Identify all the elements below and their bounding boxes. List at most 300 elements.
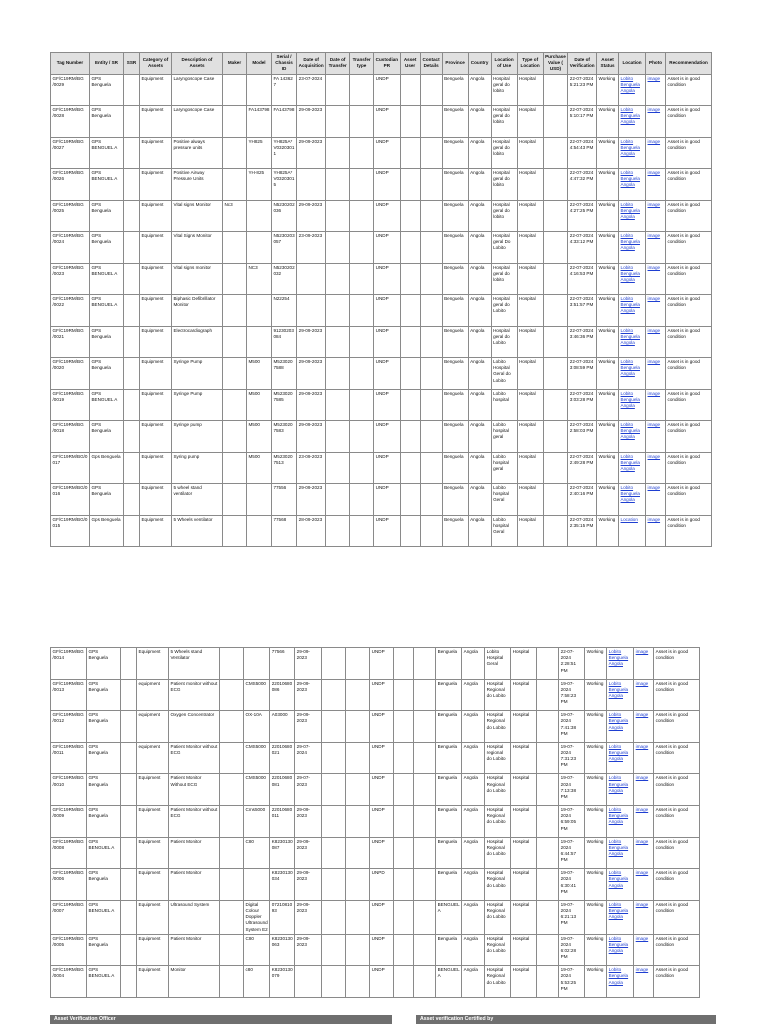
model-cell (246, 326, 271, 358)
entity-cell: GPS BENGUEL A (89, 137, 123, 169)
country-cell: Angola (462, 742, 485, 774)
location-type-cell: Hospital (517, 421, 543, 453)
tag-number-cell: GF/C19RM/BG /0014 (51, 648, 87, 680)
photo-link-cell (634, 900, 654, 934)
province-cell: Benguela (442, 452, 468, 484)
custodian-cell: UNDP (374, 358, 400, 390)
category-cell: Equipment (139, 295, 171, 327)
photo-image-link[interactable]: image (647, 233, 661, 239)
photo-image-link[interactable]: image (647, 138, 661, 144)
tag-number-cell: GF/C19RM/BG /0011 (51, 742, 87, 774)
photo-link-cell (646, 358, 666, 390)
ssr-cell (121, 774, 137, 806)
description-cell: Monitor (169, 966, 220, 998)
purchase-value-cell (543, 452, 568, 484)
custodian-cell: UNDP (370, 966, 394, 998)
asset-user-cell (394, 774, 414, 806)
location-type-cell: Hospital (511, 648, 537, 680)
photo-link-cell (634, 679, 654, 711)
transfer-date-cell (326, 106, 350, 138)
province-cell: Benguela (442, 169, 468, 201)
custodian-cell: UNDP (374, 137, 400, 169)
tag-number-cell: GF/C19RM/BG /0004 (51, 966, 87, 998)
custodian-cell: UNDP (374, 169, 400, 201)
asset-status-cell: Working (585, 934, 607, 966)
province-cell: Benguela (436, 869, 462, 901)
ssr-cell (121, 679, 137, 711)
contact-cell (414, 679, 436, 711)
serial-cell: M523020 7513 (271, 452, 296, 484)
transfer-date-cell (322, 711, 346, 743)
location-of-use-cell: Hospital Regional do Lobito (485, 679, 511, 711)
location-link[interactable]: Lobito Benguela Angola (608, 806, 629, 825)
acquisition-date-cell (297, 263, 326, 295)
location-link[interactable]: Lobito Benguela Angola (608, 680, 629, 698)
location-link-cell (607, 837, 634, 869)
tag-number-cell: GF/C19RM/BG /0012 (51, 711, 87, 743)
location-link[interactable]: Lobito Benguela Angola (608, 649, 629, 667)
transfer-date-cell (326, 421, 350, 453)
photo-link-cell (634, 711, 654, 743)
recommendation-cell: Asset is in good condition (666, 137, 712, 169)
purchase-value-cell (537, 742, 559, 774)
province-cell: Benguela (442, 515, 468, 547)
maker-cell (222, 106, 246, 138)
location-link-cell (619, 232, 646, 264)
photo-image-link[interactable]: image (635, 649, 649, 654)
photo-image-link[interactable]: image (635, 901, 649, 907)
ssr-cell (123, 358, 139, 390)
custodian-cell: UNDP (374, 200, 400, 232)
contact-cell (420, 421, 442, 453)
custodian-cell: UNDP (374, 232, 400, 264)
acquisition-date-cell: 29-09-2023 (295, 934, 322, 966)
recommendation-cell: Asset is in good condition (666, 452, 712, 484)
asset-status-cell: Working (585, 837, 607, 869)
serial-cell: M523020 7585 (271, 389, 296, 421)
asset-status-cell: Working (597, 515, 619, 547)
location-link[interactable]: Lobito Benguela Angola (608, 743, 629, 762)
entity-cell: GPS Benguela (87, 934, 121, 966)
table-row (51, 515, 712, 547)
category-cell: Equipment (139, 389, 171, 421)
location-link[interactable]: Lobito Benguela Angola (620, 327, 640, 345)
photo-link-cell (646, 295, 666, 327)
asset-user-cell (394, 742, 414, 774)
country-cell: Angola (468, 200, 491, 232)
verification-date-cell: 19-07-2024 7:58:23 PM (559, 679, 585, 711)
transfer-type-cell (350, 484, 374, 516)
transfer-date-cell (326, 484, 350, 516)
photo-image-link[interactable]: image (647, 107, 661, 113)
country-cell: Angola (462, 837, 485, 869)
contact-cell (420, 200, 442, 232)
transfer-type-cell (346, 966, 370, 998)
photo-image-link[interactable]: image (635, 775, 649, 781)
location-link[interactable]: Lobito Benguela Angola (620, 359, 640, 377)
transfer-date-cell (322, 934, 346, 966)
photo-image-link[interactable]: image (635, 838, 649, 844)
location-link-cell (619, 326, 646, 358)
serial-cell: FA143798 (271, 106, 296, 138)
photo-link-cell (646, 137, 666, 169)
purchase-value-cell (543, 263, 568, 295)
asset-table-page-1 (50, 52, 712, 547)
table-row (51, 679, 700, 711)
location-link-cell (619, 421, 646, 453)
location-link[interactable]: Lobito Benguela Angola (620, 233, 640, 251)
tag-number-cell: GF/C19RM/BG /0010 (51, 774, 87, 806)
transfer-type-cell (350, 515, 374, 547)
entity-cell: GPS BENGUEL A (87, 837, 121, 869)
location-link[interactable]: Lobito Benguela Angola (608, 712, 629, 730)
contact-cell (420, 484, 442, 516)
asset-status-cell: Working (597, 295, 619, 327)
table-row (51, 263, 712, 295)
purchase-value-cell (537, 966, 559, 998)
location-of-use-cell: Hospital regional do Lobito (485, 742, 511, 774)
location-link[interactable]: Lobito Benguela Angola (620, 453, 640, 471)
location-link-cell (619, 295, 646, 327)
maker-cell (222, 515, 246, 547)
column-header-loc-type: Type of Location (517, 53, 543, 75)
recommendation-cell: Asset is in good condition (666, 326, 712, 358)
column-header-verification: Date of Verification (568, 53, 597, 75)
location-of-use-cell: Hospital geral do lobito (491, 200, 517, 232)
country-cell: Angola (462, 966, 485, 998)
province-cell: BENGUEL A (436, 966, 462, 998)
location-link-cell (607, 966, 634, 998)
verification-date-cell: 22-07-2024 3:51:57 PM (568, 295, 597, 327)
photo-link-cell (646, 452, 666, 484)
custodian-cell: UNDP (374, 263, 400, 295)
location-link[interactable]: Lobito Benguela Angola (620, 422, 640, 440)
transfer-date-cell (322, 774, 346, 806)
location-link[interactable]: Lobito Benguela Angola (620, 107, 640, 125)
photo-link-cell (634, 837, 654, 869)
entity-cell: GPS Benguela (89, 106, 123, 138)
custodian-cell: UNDP (374, 421, 400, 453)
asset-user-cell (400, 232, 420, 264)
location-link[interactable]: Lobito Benguela Angola (608, 775, 629, 793)
ssr-cell (123, 263, 139, 295)
maker-cell (220, 900, 244, 934)
photo-image-link[interactable]: image (647, 296, 661, 302)
contact-cell (420, 452, 442, 484)
photo-image-link[interactable]: image (647, 201, 661, 207)
photo-link-cell (646, 515, 666, 547)
asset-user-cell (400, 452, 420, 484)
location-type-cell: Hospital (511, 742, 537, 774)
location-link[interactable]: Lobito Benguela Angola (620, 390, 640, 408)
photo-link-cell (634, 742, 654, 774)
photo-image-link[interactable]: image (647, 422, 661, 428)
photo-link-cell (646, 232, 666, 264)
asset-user-cell (400, 137, 420, 169)
province-cell: Benguela (442, 295, 468, 327)
location-link[interactable]: Lobito Benguela Angola (608, 967, 629, 985)
recommendation-cell: Asset is in good condition (654, 742, 700, 774)
description-cell: Laryngoscope Case (171, 74, 222, 106)
tag-number-cell: GF/C19RM/BG /0007 (51, 900, 87, 934)
location-link-cell (619, 484, 646, 516)
column-header-custodian: Custodian PR (374, 53, 400, 75)
photo-image-link[interactable]: image (647, 359, 661, 365)
recommendation-cell: Asset is in good condition (666, 295, 712, 327)
location-type-cell: Hospital (511, 679, 537, 711)
transfer-date-cell (322, 900, 346, 934)
location-of-use-cell: Hospital Regional do Lobito (485, 805, 511, 837)
serial-cell: YH825A* V0320301 5 (271, 169, 296, 201)
maker-cell (220, 742, 244, 774)
country-cell: Angola (462, 869, 485, 901)
location-of-use-cell: Hospital geral do lobito (491, 106, 517, 138)
photo-image-link[interactable]: image (635, 967, 649, 973)
ssr-cell (123, 232, 139, 264)
location-link[interactable]: Lobito Benguela Angola (608, 901, 629, 920)
table-row (51, 774, 700, 806)
column-header-purchase: Purchase Value ( USD) (543, 53, 568, 75)
entity-cell: GPS Benguela (87, 648, 121, 680)
photo-link-cell (646, 200, 666, 232)
location-link[interactable]: Lobito Benguela Angola (608, 838, 629, 856)
country-cell: Angola (468, 137, 491, 169)
contact-cell (414, 934, 436, 966)
model-cell: FA143798 (246, 106, 271, 138)
photo-link-cell (646, 106, 666, 138)
column-header-asset-user: Asset User (400, 53, 420, 75)
description-cell: Positive Airway Pressure Units (171, 169, 222, 201)
category-cell: equipment (137, 679, 169, 711)
photo-image-link[interactable]: image (647, 453, 661, 459)
country-cell: Angola (468, 295, 491, 327)
entity-cell: GPS Benguela (87, 774, 121, 806)
description-cell: Syringe pump (171, 421, 222, 453)
location-type-cell: Hospital (511, 805, 537, 837)
purchase-value-cell (537, 679, 559, 711)
photo-image-link[interactable]: image (647, 75, 661, 81)
photo-link-cell (634, 648, 654, 680)
verification-date-cell: 22-07-2024 3:08:59 PM (568, 358, 597, 390)
location-type-cell: Hospital (511, 837, 537, 869)
location-type-cell: Hospital (511, 869, 537, 901)
location-link[interactable]: Lobito Benguela Angola (620, 170, 640, 188)
entity-cell: GPS Benguela (87, 711, 121, 743)
location-link-cell (607, 711, 634, 743)
asset-status-cell: Working (597, 421, 619, 453)
location-type-cell: Hospital (517, 515, 543, 547)
photo-image-link[interactable]: image (635, 712, 649, 718)
location-link[interactable]: Lobito Benguela Angola (620, 75, 640, 93)
country-cell: Angola (468, 389, 491, 421)
serial-cell: K8230130 063 (270, 934, 295, 966)
asset-status-cell: Working (597, 137, 619, 169)
acquisition-date-cell: 29-09-2023 (297, 200, 326, 232)
table-header-row (51, 53, 712, 75)
photo-image-link[interactable]: image (647, 170, 661, 176)
purchase-value-cell (543, 200, 568, 232)
location-type-cell: Hospital (517, 326, 543, 358)
description-cell: Patient Monitor Without ECG (169, 774, 220, 806)
acquisition-date-cell: 29-09-2023 (295, 711, 322, 743)
model-cell (244, 648, 270, 680)
maker-cell (222, 74, 246, 106)
acquisition-date-cell: 29-07-2024 (295, 742, 322, 774)
location-link[interactable]: Lobito Benguela Angola (608, 935, 629, 954)
photo-image-link[interactable]: image (647, 264, 661, 270)
location-link-cell (607, 742, 634, 774)
description-cell: 5 Wheels stand Ventilator (169, 648, 220, 680)
custodian-cell: UNDP (370, 837, 394, 869)
table-row (51, 711, 700, 743)
maker-cell (220, 966, 244, 998)
contact-cell (420, 515, 442, 547)
tag-number-cell: GF/C19RM/BG /0023 (51, 263, 90, 295)
asset-user-cell (394, 679, 414, 711)
entity-cell: GPS Benguela (89, 358, 123, 390)
province-cell: Benguela (442, 326, 468, 358)
photo-image-link[interactable]: image (647, 485, 661, 491)
acquisition-date-cell: 28-09-2023 (297, 515, 326, 547)
location-link[interactable]: Lobito Benguela Angola (620, 201, 640, 219)
acquisition-date-cell: 29-09-2023 (297, 358, 326, 390)
transfer-type-cell (350, 169, 374, 201)
transfer-date-cell (326, 295, 350, 327)
transfer-type-cell (346, 711, 370, 743)
photo-image-link[interactable]: image (647, 516, 661, 522)
asset-user-cell (400, 421, 420, 453)
acquisition-date-cell: 29-07-2023 (295, 774, 322, 806)
location-type-cell: Hospital (511, 711, 537, 743)
verification-date-cell: 22-07-2024 5:10:17 PM (568, 106, 597, 138)
column-header-tag: Tag Number (51, 53, 90, 75)
maker-cell (222, 137, 246, 169)
acquisition-date-cell: 29-09-2023 (297, 484, 326, 516)
location-link[interactable]: Lobito Benguela Angola (620, 296, 640, 314)
asset-status-cell: Working (597, 326, 619, 358)
purchase-value-cell (543, 358, 568, 390)
ssr-cell (121, 805, 137, 837)
photo-link-cell (634, 966, 654, 998)
category-cell: Equipment (139, 515, 171, 547)
verification-date-cell: 22-07-2024 2:28:51 PM (559, 648, 585, 680)
verification-date-cell: 22-07-2024 4:33:12 PM (568, 232, 597, 264)
photo-image-link[interactable]: image (647, 327, 661, 333)
acquisition-date-cell (297, 295, 326, 327)
location-link[interactable]: Lobito Benguela Angola (620, 138, 640, 156)
recommendation-cell: Asset is in good condition (654, 966, 700, 998)
location-of-use-cell: Hospital Regional do Lobito (485, 774, 511, 806)
serial-cell: 77566 (270, 648, 295, 680)
contact-cell (420, 358, 442, 390)
location-type-cell: Hospital (517, 74, 543, 106)
custodian-cell: UNDP (370, 679, 394, 711)
verification-date-cell: 22-07-2024 4:16:53 PM (568, 263, 597, 295)
contact-cell (420, 106, 442, 138)
serial-cell: YH825A* V0320301 1 (271, 137, 296, 169)
country-cell: Angola (468, 452, 491, 484)
asset-status-cell: Working (585, 648, 607, 680)
asset-status-cell: Working (585, 774, 607, 806)
tag-number-cell: GF/C19RM/BG /0028 (51, 106, 90, 138)
country-cell: Angola (468, 326, 491, 358)
location-link[interactable]: Lobito Benguela Angola (608, 870, 629, 888)
custodian-cell: UNDP (374, 106, 400, 138)
recommendation-cell: Asset is in good condition (666, 389, 712, 421)
contact-cell (414, 966, 436, 998)
purchase-value-cell (543, 74, 568, 106)
verification-date-cell: 19-07-2024 6:21:13 PM (559, 900, 585, 934)
verification-date-cell: 22-07-2024 3:03:28 PM (568, 389, 597, 421)
photo-image-link[interactable]: image (635, 743, 649, 749)
location-link-cell (607, 679, 634, 711)
column-header-entity: Entity / SR (89, 53, 123, 75)
description-cell: Syring pump (171, 452, 222, 484)
ssr-cell (123, 452, 139, 484)
transfer-date-cell (326, 137, 350, 169)
acquisition-date-cell: 29-09-2023 (295, 648, 322, 680)
asset-verification-officer-label: Asset Verification Officer (50, 1015, 392, 1024)
photo-image-link[interactable]: image (647, 390, 661, 396)
photo-image-link[interactable]: image (635, 935, 649, 941)
asset-user-cell (394, 869, 414, 901)
custodian-cell: UNDP (370, 648, 394, 680)
transfer-type-cell (350, 452, 374, 484)
custodian-cell: UNDP (370, 742, 394, 774)
transfer-date-cell (326, 358, 350, 390)
maker-cell (220, 679, 244, 711)
location-link-cell (607, 934, 634, 966)
category-cell: Equipment (137, 966, 169, 998)
asset-status-cell: Working (597, 74, 619, 106)
transfer-date-cell (326, 389, 350, 421)
purchase-value-cell (537, 648, 559, 680)
acquisition-date-cell: 29-09-2023 (295, 837, 322, 869)
model-cell: Digital Colour Doppler Ultrasound System E2 (244, 900, 270, 934)
photo-image-link[interactable]: image (635, 680, 649, 686)
purchase-value-cell (543, 137, 568, 169)
table-row (51, 742, 700, 774)
table-row (51, 389, 712, 421)
transfer-date-cell (326, 326, 350, 358)
maker-cell (222, 326, 246, 358)
photo-image-link[interactable]: image (635, 870, 649, 876)
location-link-cell (619, 358, 646, 390)
ssr-cell (121, 934, 137, 966)
transfer-type-cell (346, 869, 370, 901)
location-link[interactable]: Lobito Benguela Angola (620, 264, 640, 282)
entity-cell: Gps Benguela (89, 515, 123, 547)
photo-image-link[interactable]: image (635, 806, 649, 812)
entity-cell: GPS Benguela (89, 484, 123, 516)
province-cell: Benguela (436, 742, 462, 774)
maker-cell (222, 232, 246, 264)
purchase-value-cell (537, 934, 559, 966)
location-link[interactable]: Location (620, 516, 638, 522)
model-cell: CMS5000 (244, 774, 270, 806)
recommendation-cell: Asset is in good condition (666, 515, 712, 547)
entity-cell: GPS BENGUEL A (89, 295, 123, 327)
contact-cell (414, 837, 436, 869)
serial-cell: N5230203 057 (271, 232, 296, 264)
model-cell: OX-10A (244, 711, 270, 743)
category-cell: Equipment (139, 169, 171, 201)
asset-user-cell (400, 358, 420, 390)
serial-cell: 91230203 084 (271, 326, 296, 358)
recommendation-cell: Asset is in good condition (654, 805, 700, 837)
location-link[interactable]: Lobito Benguela Angola (620, 485, 640, 503)
category-cell: Equipment (139, 326, 171, 358)
